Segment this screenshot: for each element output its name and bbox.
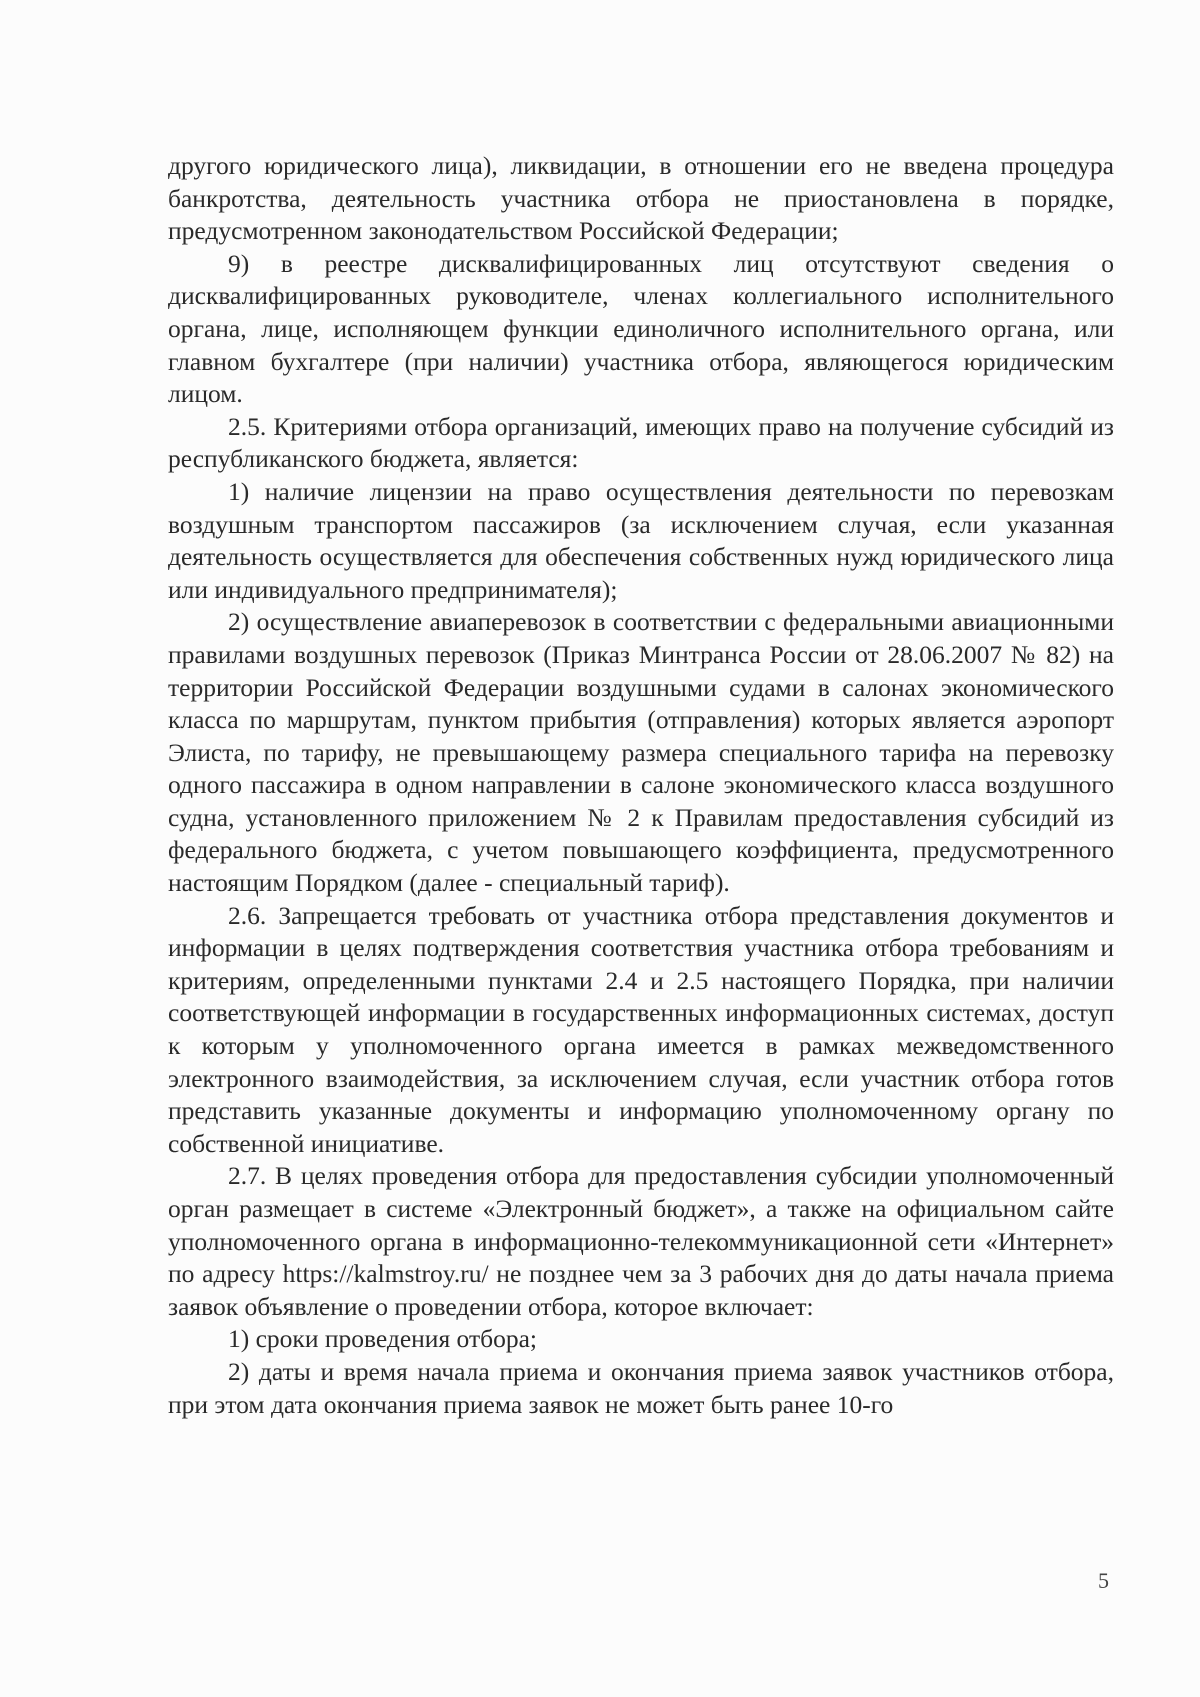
paragraph-section-2-5-item-2: 2) осуществление авиаперевозок в соответствии с федеральными авиационными правилами воздушных перевозок (Приказ Минтранса России от 28.06.2007 № 82) на территории Российской Федерации воздушными судами в салонах экономического класса по маршрутам, пунктом прибытия (отправления) которых является аэропорт Элиста, по тарифу, не превышающему размера специального тарифа на перевозку одного пассажира в одном направлении в салоне экономического класса воздушного судна, установленного приложением № 2 к Правилам предоставления субсидий из федерального бюджета, с учетом повышающего коэффициента, предусмотренного настоящим Порядком (далее - специальный тариф). <box>168 607 1114 898</box>
paragraph-continuation: другого юридического лица), ликвидации, в отношении его не введена процедура банкротства, деятельность участника отбора не приостановлена в порядке, предусмотренном законодательством Российской Федерации; <box>168 151 1114 246</box>
paragraph-section-2-6: 2.6. Запрещается требовать от участника отбора представления документов и информации в целях подтверждения соответствия участника отбора требованиям и критериям, определенными пунктами 2.4 и 2.5 настоящего Порядка, при наличии соответствующей информации в государственных информационных системах, доступ к которым у уполномоченного органа имеется в рамках межведомственного электронного взаимодействия, за исключением случая, если участник отбора готов представить указанные документы и информацию уполномоченному органу по собственной инициативе. <box>168 900 1114 1158</box>
paragraph-section-2-5-item-1: 1) наличие лицензии на право осуществления деятельности по перевозкам воздушным транспортом пассажиров (за исключением случая, если указанная деятельность осуществляется для обеспечения собственных нужд юридического лица или индивидуального предпринимателя); <box>168 476 1114 604</box>
page-number: 5 <box>1098 1568 1109 1593</box>
paragraph-section-2-7-item-1: 1) сроки проведения отбора; <box>228 1324 537 1354</box>
paragraph-section-2-7: 2.7. В целях проведения отбора для предоставления субсидии уполномоченный орган размещает в системе «Электронный бюджет», а также на официальном сайте уполномоченного органа в информационно-телекоммуникационной сети «Интернет» по адресу https://kalmstroy.ru/ не позднее чем за 3 рабочих дня до даты начала приема заявок объявление о проведении отбора, которое включает: <box>168 1161 1114 1321</box>
paragraph-section-2-5: 2.5. Критериями отбора организаций, имеющих право на получение субсидий из республиканского бюджета, является: <box>168 411 1114 474</box>
paragraph-section-2-7-item-2: 2) даты и время начала приема и окончания приема заявок участников отбора, при этом дата окончания приема заявок не может быть ранее 10-го <box>168 1356 1114 1419</box>
document-body <box>168 150 1114 1421</box>
paragraph-item-9: 9) в реестре дисквалифицированных лиц отсутствуют сведения о дисквалифицированных руководителе, членах коллегиального исполнительного органа, лице, исполняющем функции единоличного исполнительного органа, или главном бухгалтере (при наличии) участника отбора, являющегося юридическим лицом. <box>168 248 1114 409</box>
